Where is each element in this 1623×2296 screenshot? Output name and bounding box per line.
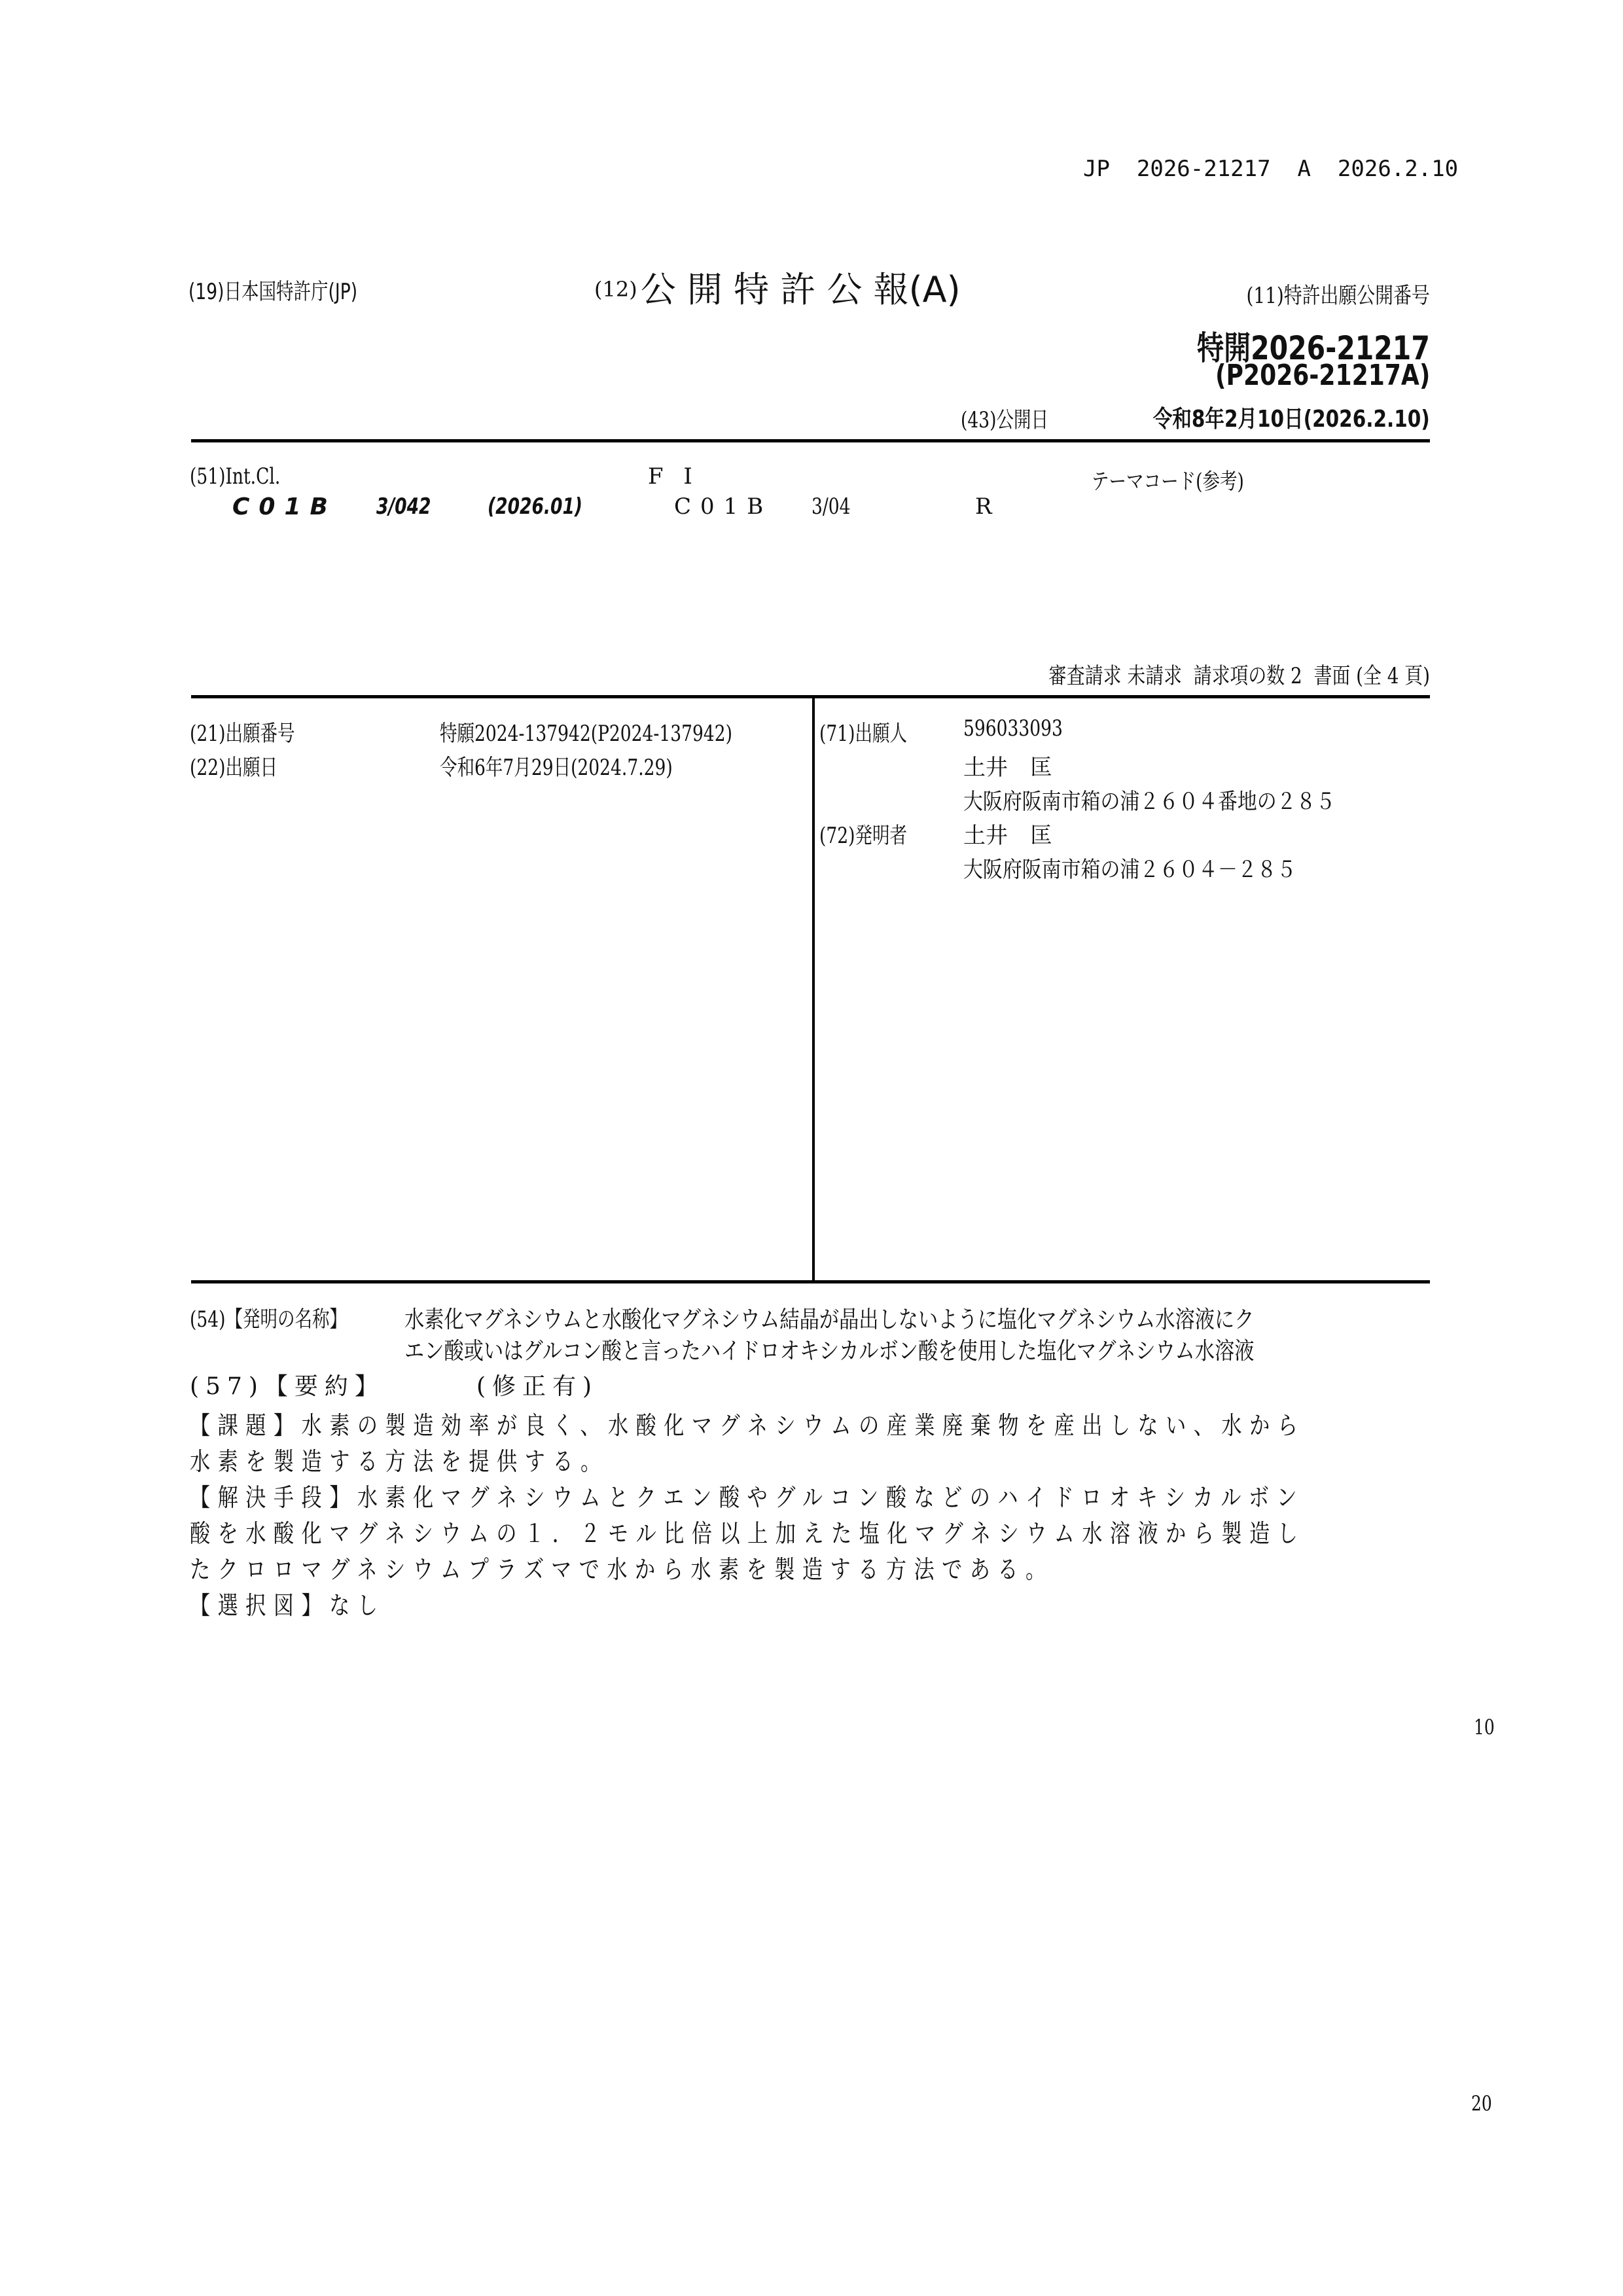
header-divider <box>191 439 1430 442</box>
application-date: 令和6年7月29日(2024.7.29) <box>440 755 673 781</box>
invention-title-line-1: 水素化マグネシウムと水酸化マグネシウム結晶が晶出しないように塩化マグネシウム水溶液にク <box>404 1306 1255 1333</box>
abstract-line-4: 酸を水酸化マグネシウムの１．２モル比倍以上加えた塩化マグネシウム水溶液から製造し <box>190 1519 1306 1548</box>
fi-group: 3/04 <box>812 493 851 520</box>
abstract-line-2: 水素を製造する方法を提供する。 <box>190 1447 609 1476</box>
biblio-column-divider <box>812 695 815 1282</box>
applicant-name: 土井 匡 <box>963 755 1052 781</box>
intcl-code: C01B <box>232 493 337 520</box>
applicant-code: 596033093 <box>963 715 1063 742</box>
invention-title-line-2: エン酸或いはグルコン酸と言ったハイドロオキシカルボン酸を使用した塩化マグネシウム水溶液 <box>404 1338 1255 1365</box>
fi-suffix: R <box>975 493 992 520</box>
inventor-address: 大阪府阪南市箱の浦２６０４－２８５ <box>963 857 1296 883</box>
abstract-line-6: 【選択図】なし <box>190 1591 385 1620</box>
application-date-label: (22)出願日 <box>190 755 278 781</box>
fi-label: F I <box>648 463 699 490</box>
invention-title-label: (54)【発明の名称】 <box>190 1306 348 1333</box>
publication-kind <box>594 262 961 312</box>
publication-number-alt: (P2026-21217A) <box>1215 359 1430 392</box>
abstract-line-5: たクロロマグネシウムプラズマで水から水素を製造する方法である。 <box>190 1555 1054 1584</box>
inventor-label: (72)発明者 <box>819 823 908 849</box>
margin-line-number-20: 20 <box>1471 2091 1492 2116</box>
biblio-top-divider <box>191 695 1430 698</box>
patent-office <box>188 274 405 306</box>
theme-code-label: テーマコード(参考) <box>1092 469 1244 495</box>
applicant-address: 大阪府阪南市箱の浦２６０４番地の２８５ <box>963 789 1336 815</box>
patent-office-text: (19)日本国特許庁(JP) <box>188 279 358 305</box>
publication-date-label: (43)公開日 <box>961 407 1049 433</box>
margin-line-number-10: 10 <box>1474 1715 1495 1740</box>
abstract-amended-note: (修正有) <box>476 1373 599 1400</box>
publication-number-label: (11)特許出願公開番号 <box>1246 283 1430 309</box>
abstract-line-1: 【課題】水素の製造効率が良く、水酸化マグネシウムの産業廃棄物を産出しない、水から <box>190 1411 1306 1440</box>
publication-number: 特開2026-21217 <box>1197 329 1430 367</box>
inventor-name: 土井 匡 <box>963 823 1052 849</box>
intcl-label: (51)Int.Cl. <box>190 463 281 490</box>
publication-kind-title: 公 開 特 許 公 報(A) <box>640 269 961 310</box>
intcl-version: (2026.01) <box>488 493 583 520</box>
document-reference: JP 2026-21217 A 2026.2.10 <box>1083 156 1459 182</box>
intcl-group: 3/042 <box>376 493 431 520</box>
publication-date: 令和8年2月10日(2026.2.10) <box>1153 406 1430 433</box>
abstract-line-3: 【解決手段】水素化マグネシウムとクエン酸やグルコン酸などのハイドロオキシカルボン <box>190 1483 1305 1512</box>
application-number: 特願2024-137942(P2024-137942) <box>440 721 732 747</box>
publication-kind-code: (12) <box>594 277 637 302</box>
biblio-bottom-divider <box>191 1280 1430 1283</box>
abstract-label: (57)【要約】 <box>190 1373 385 1400</box>
application-number-label: (21)出願番号 <box>190 721 295 747</box>
fi-code: C01B <box>674 493 773 520</box>
examination-status: 審査請求 未請求 請求項の数 2 書面 (全 4 頁) <box>1048 663 1430 689</box>
applicant-label: (71)出願人 <box>819 721 908 747</box>
